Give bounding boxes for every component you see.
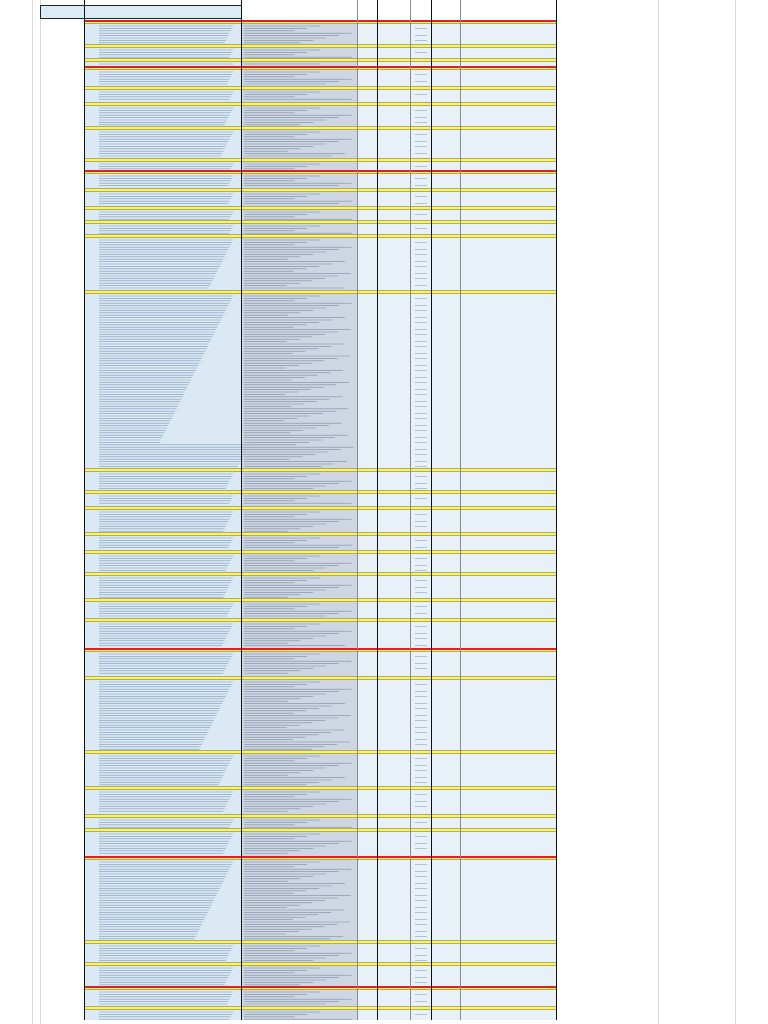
text-row-lines	[85, 536, 557, 550]
table-section	[85, 856, 557, 940]
table-section	[85, 86, 557, 102]
section-rows	[85, 510, 557, 532]
table-section	[85, 126, 557, 158]
table-section	[85, 814, 557, 828]
section-rows	[85, 754, 557, 786]
text-row-lines	[85, 652, 557, 676]
column-divider	[431, 0, 432, 1020]
text-row-lines	[85, 554, 557, 572]
section-rows	[85, 210, 557, 220]
table-section	[85, 550, 557, 572]
section-rows	[85, 536, 557, 550]
section-rows	[85, 238, 557, 290]
table-section	[85, 468, 557, 490]
section-rows	[85, 966, 557, 986]
section-rows	[85, 818, 557, 828]
table-section	[85, 44, 557, 58]
section-rows	[85, 494, 557, 506]
text-row-lines	[85, 680, 557, 750]
section-rows	[85, 576, 557, 598]
section-rows	[85, 472, 557, 490]
table-section	[85, 234, 557, 290]
table-section	[85, 20, 557, 44]
text-row-lines	[85, 818, 557, 828]
text-row-lines	[85, 162, 557, 170]
section-rows	[85, 622, 557, 648]
text-row-lines	[85, 174, 557, 188]
table-section	[85, 618, 557, 648]
section-rows	[85, 944, 557, 962]
column-gridline	[658, 0, 659, 1024]
text-row-lines	[85, 494, 557, 506]
text-row-lines	[85, 238, 557, 290]
section-rows	[85, 990, 557, 1006]
section-rows	[85, 24, 557, 44]
table-section	[85, 206, 557, 220]
column-divider	[377, 0, 378, 1020]
text-row-lines	[85, 70, 557, 86]
section-rows	[85, 602, 557, 618]
section-rows	[85, 192, 557, 206]
table-section	[85, 962, 557, 986]
text-row-lines	[85, 224, 557, 234]
section-rows	[85, 652, 557, 676]
text-row-lines	[85, 622, 557, 648]
text-row-lines	[85, 1010, 557, 1020]
text-row-lines	[85, 192, 557, 206]
column-divider	[241, 0, 242, 1020]
section-rows	[85, 832, 557, 856]
table-section	[85, 750, 557, 786]
table-section	[85, 532, 557, 550]
text-row-lines	[85, 24, 557, 44]
table-section	[85, 786, 557, 814]
table-section	[85, 572, 557, 598]
section-rows	[85, 162, 557, 170]
section-rows	[85, 130, 557, 158]
table-section	[85, 490, 557, 506]
table-section	[85, 828, 557, 856]
section-rows	[85, 48, 557, 58]
text-row-lines	[85, 510, 557, 532]
text-row-lines	[85, 860, 557, 940]
table-section	[85, 1006, 557, 1020]
section-rows	[85, 106, 557, 126]
column-gridline	[735, 0, 736, 1024]
table-section	[85, 158, 557, 170]
text-row-lines	[85, 754, 557, 786]
text-row-lines	[85, 790, 557, 814]
text-row-lines	[85, 602, 557, 618]
table-section	[85, 940, 557, 962]
table-section	[85, 66, 557, 86]
table-border-right	[556, 0, 557, 1020]
section-rows	[85, 1010, 557, 1020]
section-rows	[85, 90, 557, 102]
table-section	[85, 290, 557, 468]
section-rows	[85, 224, 557, 234]
table-border-left	[84, 0, 85, 1020]
table-section	[85, 598, 557, 618]
section-rows	[85, 70, 557, 86]
column-gridline	[40, 0, 41, 1024]
table-section	[85, 220, 557, 234]
column-gridline	[32, 0, 33, 1024]
text-row-lines	[85, 576, 557, 598]
table-section	[85, 58, 557, 66]
section-rows	[85, 680, 557, 750]
text-row-lines	[85, 210, 557, 220]
text-row-lines	[85, 944, 557, 962]
text-row-lines	[85, 48, 557, 58]
section-rows	[85, 174, 557, 188]
section-rows	[85, 554, 557, 572]
table-section	[85, 506, 557, 532]
section-rows	[85, 860, 557, 940]
text-row-lines	[85, 472, 557, 490]
text-row-lines	[85, 130, 557, 158]
column-divider	[357, 0, 358, 1020]
text-row-lines	[85, 832, 557, 856]
table-section	[85, 986, 557, 1006]
column-divider	[460, 0, 461, 1020]
text-row-lines	[85, 294, 557, 468]
text-row-lines	[85, 990, 557, 1006]
table-section	[85, 676, 557, 750]
table-section	[85, 170, 557, 188]
text-row-lines	[85, 966, 557, 986]
column-divider	[410, 0, 411, 1020]
table-section	[85, 188, 557, 206]
text-row-lines	[85, 106, 557, 126]
text-row-lines	[85, 90, 557, 102]
header-text	[46, 7, 236, 17]
table-section	[85, 102, 557, 126]
section-rows	[85, 294, 557, 468]
section-rows	[85, 790, 557, 814]
table-section	[85, 648, 557, 676]
